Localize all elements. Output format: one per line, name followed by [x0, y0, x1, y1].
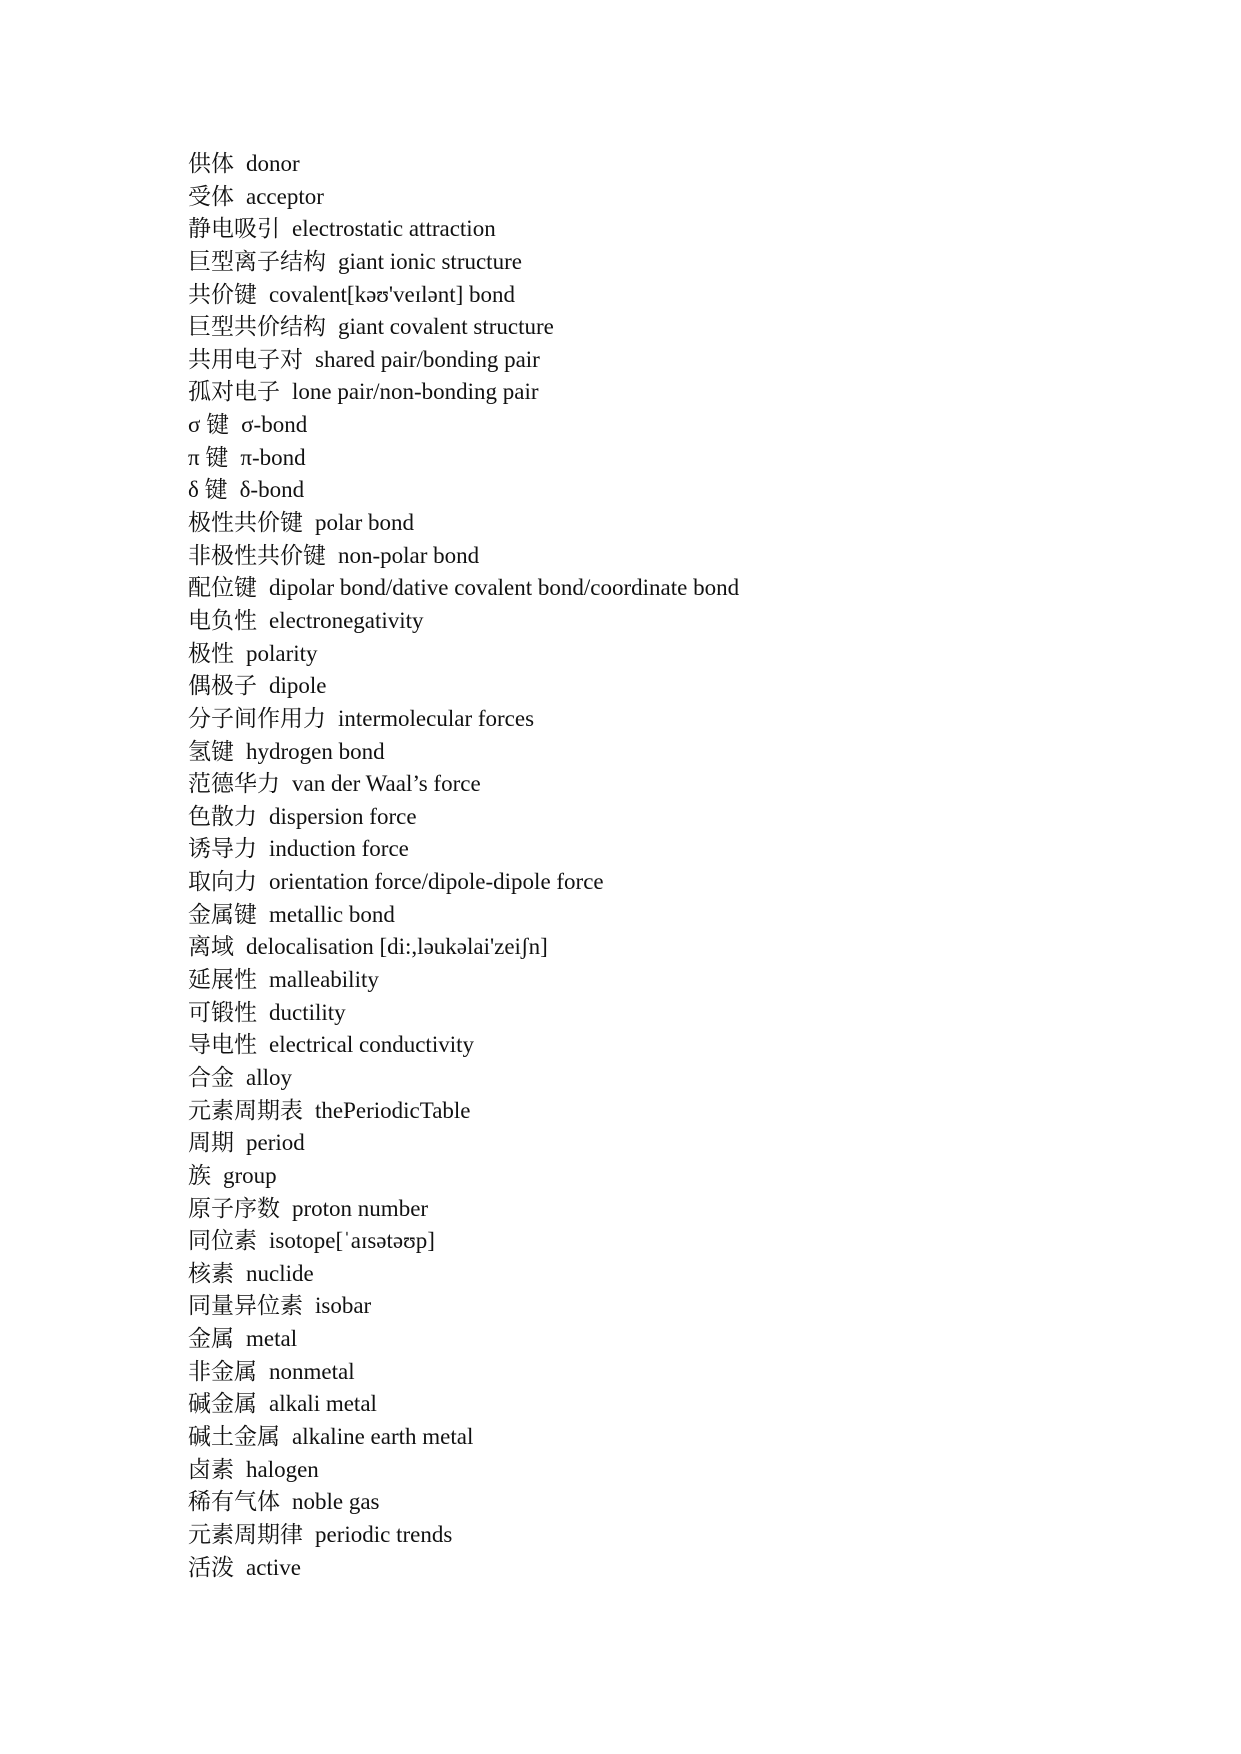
glossary-entry — [188, 1552, 739, 1585]
chinese-term: 受体 — [188, 183, 234, 209]
english-term: period — [246, 1130, 305, 1156]
glossary-entry — [188, 833, 739, 866]
glossary-entry — [188, 540, 739, 573]
glossary-entry — [188, 931, 739, 964]
english-term: acceptor — [246, 183, 324, 209]
chinese-term: 可锻性 — [188, 999, 257, 1025]
english-term: dipole — [269, 673, 327, 699]
english-term: isobar — [315, 1293, 372, 1319]
chinese-term: 分子间作用力 — [188, 705, 326, 731]
glossary-entry — [188, 376, 739, 409]
chinese-term: 极性 — [188, 640, 234, 666]
glossary-entry — [188, 801, 739, 834]
english-term: van der Waal’s force — [292, 771, 481, 797]
chinese-term: σ 键 — [188, 412, 230, 438]
chinese-term: 核素 — [188, 1260, 234, 1286]
glossary-entry — [188, 1160, 739, 1193]
english-term: dispersion force — [269, 803, 417, 829]
english-term: polar bond — [315, 510, 415, 536]
glossary-entry — [188, 899, 739, 932]
chinese-term: 巨型离子结构 — [188, 248, 326, 274]
glossary-entry — [188, 344, 739, 377]
chinese-term: 族 — [188, 1162, 211, 1188]
chinese-term: 静电吸引 — [188, 216, 280, 242]
glossary-entry — [188, 638, 739, 671]
glossary-entry — [188, 1127, 739, 1160]
chinese-term: 极性共价键 — [188, 510, 303, 536]
english-term: delocalisation [di:,ləukəlai'zeiʃn] — [246, 934, 548, 960]
english-term: metallic bond — [269, 901, 395, 927]
glossary-entry — [188, 1258, 739, 1291]
chinese-term: 色散力 — [188, 803, 257, 829]
english-term: halogen — [246, 1456, 319, 1482]
glossary-entry — [188, 1388, 739, 1421]
english-term: covalent[kəʊ'veɪlənt] bond — [269, 281, 516, 307]
glossary-entry — [188, 213, 739, 246]
chinese-term: 配位键 — [188, 575, 257, 601]
glossary-entry — [188, 1486, 739, 1519]
chinese-term: 偶极子 — [188, 673, 257, 699]
english-term: σ-bond — [241, 412, 308, 438]
chinese-term: 非极性共价键 — [188, 542, 326, 568]
chinese-term: 活泼 — [188, 1554, 234, 1580]
glossary-entry — [188, 703, 739, 736]
glossary-entry — [188, 736, 739, 769]
english-term: induction force — [269, 836, 409, 862]
chinese-term: 孤对电子 — [188, 379, 280, 405]
english-term: nuclide — [246, 1260, 314, 1286]
chinese-term: 范德华力 — [188, 771, 280, 797]
glossary-entry — [188, 1323, 739, 1356]
chinese-term: 供体 — [188, 151, 234, 176]
chinese-term: 合金 — [188, 1064, 234, 1090]
english-term: active — [246, 1554, 301, 1580]
english-term: alkaline earth metal — [292, 1423, 474, 1449]
chinese-term: 非金属 — [188, 1358, 257, 1384]
english-term: shared pair/bonding pair — [315, 346, 540, 372]
chinese-term: 导电性 — [188, 1032, 257, 1058]
chinese-term: 取向力 — [188, 869, 257, 895]
english-term: isotope[ˈaɪsətəʊp] — [269, 1228, 435, 1254]
english-term: periodic trends — [315, 1521, 453, 1547]
glossary-entry — [188, 605, 739, 638]
english-term: group — [223, 1162, 277, 1188]
chinese-term: 周期 — [188, 1130, 234, 1156]
english-term: nonmetal — [269, 1358, 355, 1384]
chinese-term: 电负性 — [188, 607, 257, 633]
glossary-entry — [188, 1095, 739, 1128]
glossary-entry — [188, 181, 739, 214]
english-term: thePeriodicTable — [315, 1097, 471, 1123]
glossary-entry — [188, 1225, 739, 1258]
glossary-entry — [188, 1421, 739, 1454]
chinese-term: δ 键 — [188, 477, 228, 503]
glossary-entry — [188, 409, 739, 442]
glossary-entry — [188, 507, 739, 540]
glossary-entry — [188, 572, 739, 605]
glossary-entry — [188, 1029, 739, 1062]
english-term: alkali metal — [269, 1391, 377, 1417]
english-term: lone pair/non-bonding pair — [292, 379, 539, 405]
chinese-term: 巨型共价结构 — [188, 314, 326, 340]
glossary-entry — [188, 311, 739, 344]
chinese-term: 原子序数 — [188, 1195, 280, 1221]
english-term: orientation force/dipole-dipole force — [269, 869, 604, 895]
english-term: ductility — [269, 999, 346, 1025]
chinese-term: π 键 — [188, 444, 229, 470]
english-term: electronegativity — [269, 607, 424, 633]
english-term: hydrogen bond — [246, 738, 385, 764]
chinese-term: 同位素 — [188, 1228, 257, 1254]
chinese-term: 卤素 — [188, 1456, 234, 1482]
glossary-entry — [188, 1356, 739, 1389]
glossary-entry — [188, 1062, 739, 1095]
glossary-entry — [188, 1519, 739, 1552]
glossary-entry — [188, 1454, 739, 1487]
english-term: dipolar bond/dative covalent bond/coordinate bond — [269, 575, 740, 601]
chinese-term: 元素周期律 — [188, 1521, 303, 1547]
chinese-term: 碱金属 — [188, 1391, 257, 1417]
english-term: intermolecular forces — [338, 705, 535, 731]
chinese-term: 同量异位素 — [188, 1293, 303, 1319]
glossary-entry — [188, 279, 739, 312]
english-term: electrical conductivity — [269, 1032, 474, 1058]
english-term: malleability — [269, 967, 379, 993]
chinese-term: 离域 — [188, 934, 234, 960]
glossary-entry — [188, 997, 739, 1030]
glossary-entry — [188, 964, 739, 997]
english-term: electrostatic attraction — [292, 216, 496, 242]
glossary-list — [188, 148, 739, 1584]
chinese-term: 氢键 — [188, 738, 234, 764]
glossary-entry — [188, 866, 739, 899]
english-term: polarity — [246, 640, 318, 666]
english-term: giant covalent structure — [338, 314, 554, 340]
glossary-entry — [188, 670, 739, 703]
english-term: π-bond — [240, 444, 306, 470]
glossary-entry — [188, 442, 739, 475]
english-term: noble gas — [292, 1489, 380, 1515]
english-term: giant ionic structure — [338, 248, 522, 274]
english-term: metal — [246, 1326, 298, 1352]
english-term: non-polar bond — [338, 542, 480, 568]
english-term: alloy — [246, 1064, 292, 1090]
glossary-entry — [188, 1290, 739, 1323]
english-term: donor — [246, 151, 300, 176]
glossary-entry — [188, 768, 739, 801]
chinese-term: 稀有气体 — [188, 1489, 280, 1515]
chinese-term: 金属 — [188, 1326, 234, 1352]
english-term: proton number — [292, 1195, 429, 1221]
chinese-term: 元素周期表 — [188, 1097, 303, 1123]
chinese-term: 金属键 — [188, 901, 257, 927]
glossary-entry — [188, 246, 739, 279]
chinese-term: 碱土金属 — [188, 1423, 280, 1449]
glossary-entry — [188, 148, 739, 181]
chinese-term: 共用电子对 — [188, 346, 303, 372]
glossary-entry — [188, 474, 739, 507]
chinese-term: 诱导力 — [188, 836, 257, 862]
chinese-term: 延展性 — [188, 967, 257, 993]
english-term: δ-bond — [239, 477, 305, 503]
chinese-term: 共价键 — [188, 281, 257, 307]
glossary-entry — [188, 1193, 739, 1226]
